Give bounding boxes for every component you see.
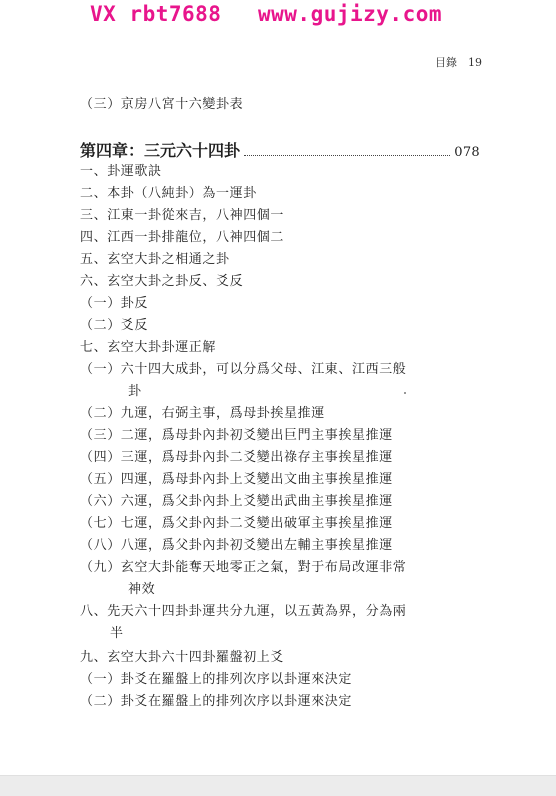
toc-entry: （一）六十四大成卦，可以分爲父母、江東、江西三般 — [80, 362, 407, 377]
toc-entry-continuation: 卦 — [128, 384, 142, 399]
toc-entry: （六）六運，爲父卦內卦上爻變出武曲主事挨星推運 — [80, 494, 393, 509]
toc-entry: （三）二運，爲母卦內卦初爻變出巨門主事挨星推運 — [80, 428, 393, 443]
toc-entry: 六、玄空大卦之卦反、爻反 — [80, 274, 244, 289]
toc-entry: （九）玄空大卦能奪天地零正之氣，對于布局改運非常 — [80, 560, 407, 575]
chapter-title: 第四章：三元六十四卦 — [80, 141, 241, 160]
toc-entry: 八、先天六十四卦卦運共分九運，以五黃為界，分為兩 — [80, 604, 407, 619]
watermark-wechat: VX rbt7688 — [90, 2, 222, 26]
toc-entry: 二、本卦（八純卦）為一運卦 — [80, 186, 257, 201]
toc-entry: （二）爻反 — [80, 318, 149, 333]
dot-leader — [244, 154, 450, 156]
toc-entry: （四）三運，爲母卦內卦二爻變出祿存主事挨星推運 — [80, 450, 393, 465]
toc-entry: 七、玄空大卦卦運正解 — [80, 340, 217, 355]
toc-entry-continuation: 神效 — [128, 582, 156, 597]
chapter-heading[interactable] — [80, 138, 480, 161]
prev-list-item: （三）京房八宮十六變卦表 — [80, 97, 244, 112]
toc-entry: （一）卦爻在羅盤上的排列次序以卦運來決定 — [80, 672, 353, 687]
toc-entry: 一、卦運歌訣 — [80, 164, 162, 179]
toc-entry: （八）八運，爲父卦內卦初爻變出左輔主事挨星推運 — [80, 538, 393, 553]
watermark-url: www.gujizy.com — [258, 2, 443, 26]
toc-entry: 五、玄空大卦之相通之卦 — [80, 252, 230, 267]
toc-entry: （一）卦反 — [80, 296, 149, 311]
toc-entry: 九、玄空大卦六十四卦羅盤初上爻 — [80, 650, 285, 665]
scan-speck — [404, 392, 406, 394]
toc-entry: （五）四運，爲母卦內卦上爻變出文曲主事挨星推運 — [80, 472, 393, 487]
running-head: 目錄 19 — [435, 56, 482, 69]
toc-entry: （七）七運，爲父卦內卦二爻變出破軍主事挨星推運 — [80, 516, 393, 531]
page-bottom-edge — [0, 775, 556, 796]
toc-entry: （二）九運，右弼主事，爲母卦挨星推運 — [80, 406, 325, 421]
toc-entry-continuation: 半 — [110, 626, 124, 641]
chapter-page-number: 078 — [454, 145, 480, 160]
toc-entry: 三、江東一卦從來吉，八神四個一 — [80, 208, 285, 223]
toc-entry: 四、江西一卦排龍位，八神四個二 — [80, 230, 285, 245]
toc-entry: （二）卦爻在羅盤上的排列次序以卦運來決定 — [80, 694, 353, 709]
